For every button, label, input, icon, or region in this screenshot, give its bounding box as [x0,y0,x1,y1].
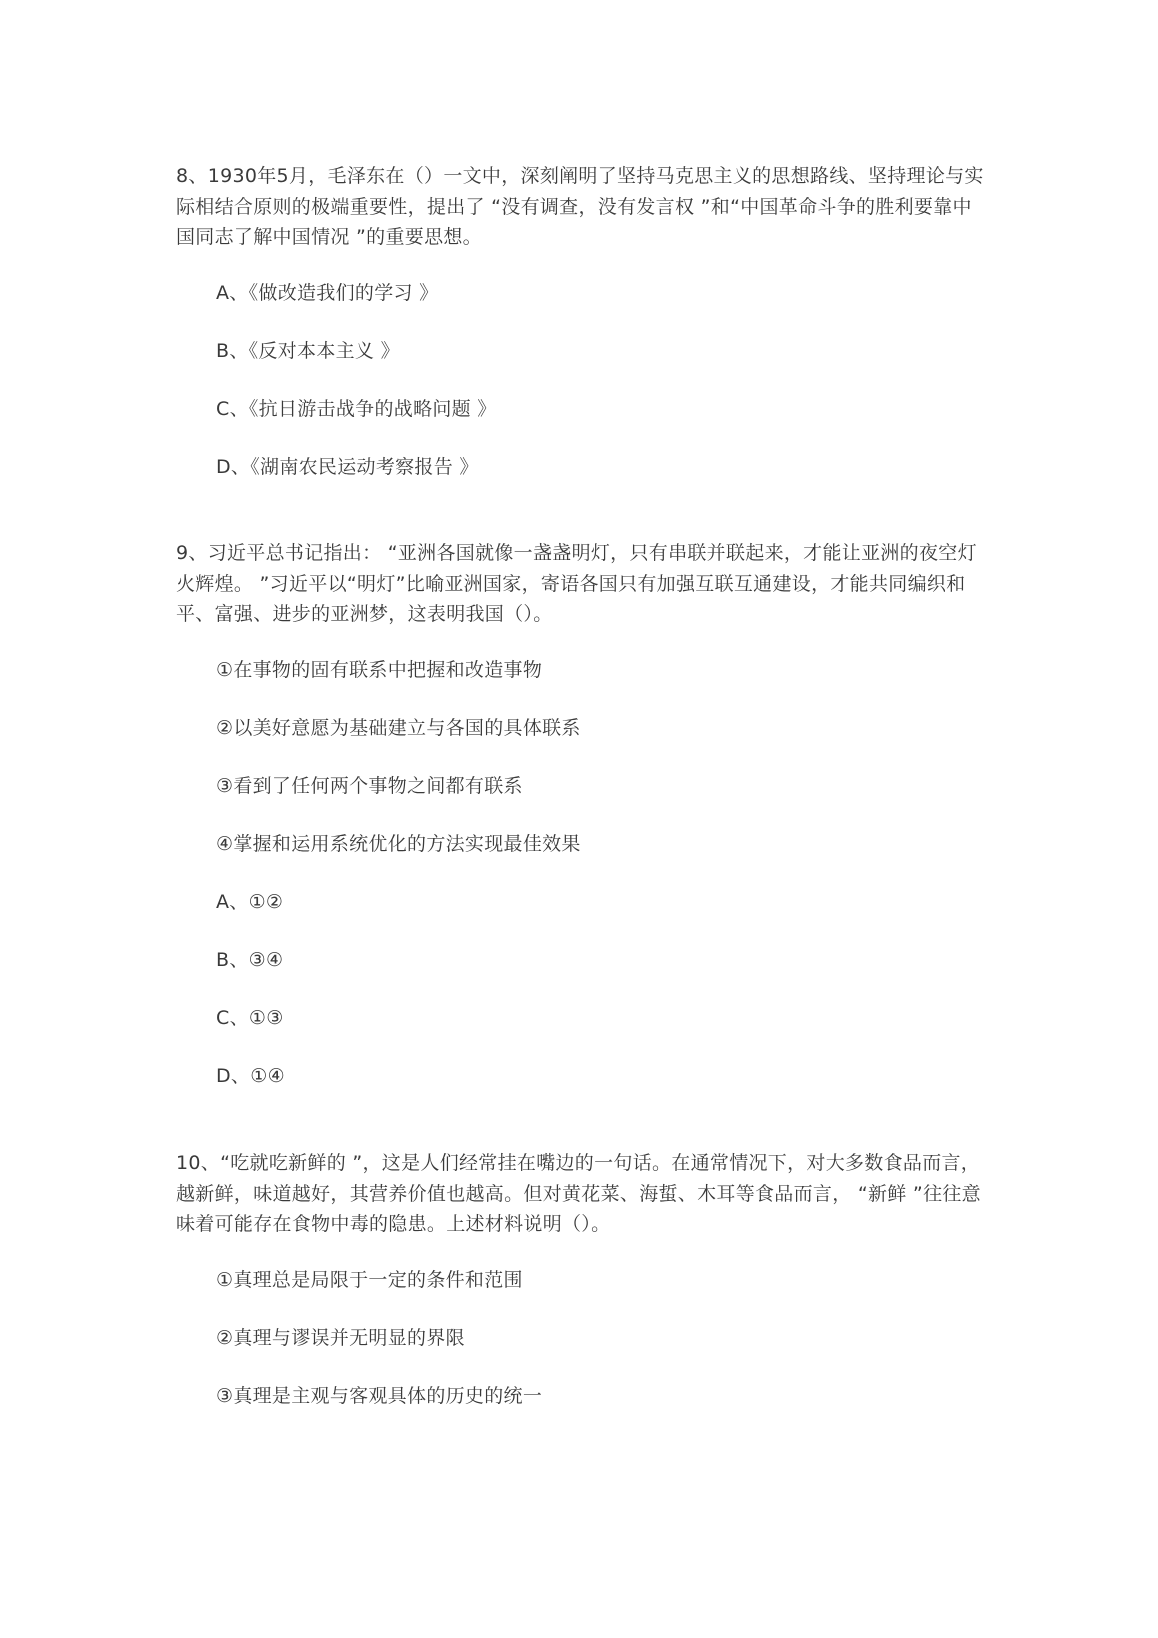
question-8-stem: 8、1930年5月，毛泽东在（）一文中，深刻阐明了坚持马克思主义的思想路线、坚持理论与实际相结合原则的极端重要性，提出了 “没有调查，没有发言权 ”和“中国革命斗争的胜利要靠中国同志了解中国情况 ”的重要思想。 [176,165,984,248]
question-8-option-b: B、《反对本本主义 》 [216,340,400,362]
question-9-option-a: A、①② [216,891,284,913]
question-9-stem: 9、习近平总书记指出： “亚洲各国就像一盏盏明灯，只有串联并联起来，才能让亚洲的夜空灯火辉煌。 ”习近平以“明灯”比喻亚洲国家，寄语各国只有加强互联互通建设，才能共同编织和平、富强、进步的亚洲梦，这表明我国（）。 [176,542,977,625]
question-9-statement-2: ②以美好意愿为基础建立与各国的具体联系 [216,717,581,739]
question-9-option-c: C、①③ [216,1007,284,1029]
question-9-option-d: D、①④ [216,1065,285,1087]
question-9-statement-1: ①在事物的固有联系中把握和改造事物 [216,659,543,681]
question-10-stem: 10、“吃就吃新鲜的 ”，这是人们经常挂在嘴边的一句话。在通常情况下，对大多数食品而言，越新鲜，味道越好，其营养价值也越高。但对黄花菜、海蜇、木耳等食品而言， “新鲜 ”往往意味着可能存在食物中毒的隐患。上述材料说明（）。 [176,1152,981,1235]
question-8-option-d: D、《湖南农民运动考察报告 》 [216,456,479,478]
question-10-statement-2: ②真理与谬误并无明显的界限 [216,1327,465,1349]
question-9-statement-3: ③看到了任何两个事物之间都有联系 [216,775,523,797]
question-10-statement-1: ①真理总是局限于一定的条件和范围 [216,1269,523,1291]
question-9-statement-4: ④掌握和运用系统优化的方法实现最佳效果 [216,833,581,855]
question-8-option-a: A、《做改造我们的学习 》 [216,282,439,304]
question-10-statement-3: ③真理是主观与客观具体的历史的统一 [216,1385,543,1407]
question-8-option-c: C、《抗日游击战争的战略问题 》 [216,398,497,420]
question-9-option-b: B、③④ [216,949,284,971]
